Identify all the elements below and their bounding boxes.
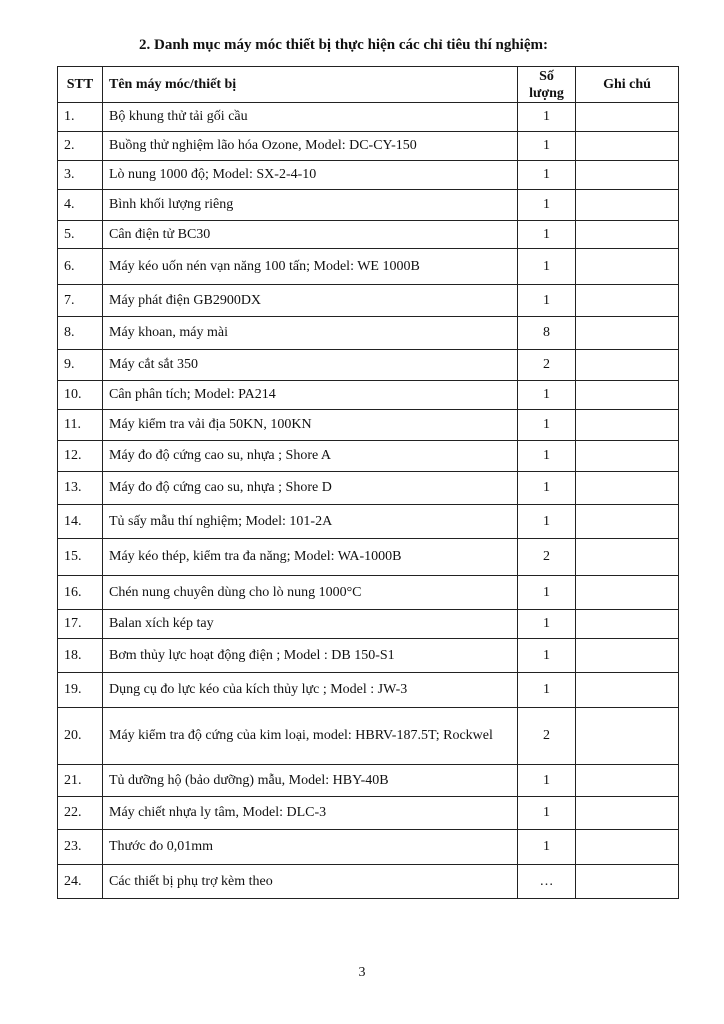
row-stt: 3. (58, 161, 103, 190)
row-note (576, 132, 679, 161)
row-note (576, 673, 679, 708)
row-note (576, 865, 679, 899)
row-name: Balan xích kép tay (103, 610, 518, 639)
row-note (576, 221, 679, 249)
row-name: Buồng thử nghiệm lão hóa Ozone, Model: DC-CY-150 (103, 132, 518, 161)
row-stt: 15. (58, 539, 103, 576)
row-note (576, 639, 679, 673)
table-row (58, 221, 679, 249)
row-name: Cân điện tử BC30 (103, 221, 518, 249)
row-quantity: 1 (518, 472, 576, 505)
row-quantity: 8 (518, 317, 576, 350)
row-quantity: 2 (518, 708, 576, 765)
table-row (58, 249, 679, 285)
row-name: Máy cắt sắt 350 (103, 350, 518, 381)
row-stt: 14. (58, 505, 103, 539)
table-row (58, 103, 679, 132)
row-quantity: 1 (518, 610, 576, 639)
row-name: Dụng cụ đo lực kéo của kích thủy lực ; Model : JW-3 (103, 673, 518, 708)
row-quantity: 2 (518, 539, 576, 576)
row-name: Máy khoan, máy mài (103, 317, 518, 350)
header-quantity-line2: lượng (529, 85, 564, 101)
row-name: Tủ dưỡng hộ (bảo dưỡng) mẫu, Model: HBY-40B (103, 765, 518, 797)
row-name: Bơm thủy lực hoạt động điện ; Model : DB 150-S1 (103, 639, 518, 673)
row-note (576, 610, 679, 639)
row-note (576, 410, 679, 441)
row-name: Máy kéo uốn nén vạn năng 100 tấn; Model: WE 1000B (103, 249, 518, 285)
row-stt: 22. (58, 797, 103, 830)
row-note (576, 505, 679, 539)
table-row (58, 673, 679, 708)
row-name: Tủ sấy mẫu thí nghiệm; Model: 101-2A (103, 505, 518, 539)
row-name: Máy kéo thép, kiểm tra đa năng; Model: WA-1000B (103, 539, 518, 576)
row-note (576, 161, 679, 190)
header-quantity-line1: Số (539, 68, 554, 84)
row-name: Máy chiết nhựa ly tâm, Model: DLC-3 (103, 797, 518, 830)
row-stt: 16. (58, 576, 103, 610)
row-name: Cân phân tích; Model: PA214 (103, 381, 518, 410)
row-quantity: 1 (518, 410, 576, 441)
row-stt: 11. (58, 410, 103, 441)
table-row (58, 639, 679, 673)
header-note: Ghi chú (576, 67, 679, 103)
row-quantity: 1 (518, 830, 576, 865)
row-stt: 17. (58, 610, 103, 639)
table-row (58, 610, 679, 639)
row-quantity: 1 (518, 285, 576, 317)
row-quantity: 1 (518, 190, 576, 221)
row-quantity: 1 (518, 765, 576, 797)
row-note (576, 317, 679, 350)
row-stt: 12. (58, 441, 103, 472)
row-name: Các thiết bị phụ trợ kèm theo (103, 865, 518, 899)
header-quantity (518, 67, 576, 103)
row-stt: 4. (58, 190, 103, 221)
table-row (58, 505, 679, 539)
row-quantity: 1 (518, 576, 576, 610)
row-note (576, 381, 679, 410)
table-row (58, 317, 679, 350)
row-stt: 24. (58, 865, 103, 899)
row-stt: 8. (58, 317, 103, 350)
row-stt: 19. (58, 673, 103, 708)
row-note (576, 350, 679, 381)
row-quantity: 1 (518, 441, 576, 472)
page-number: 3 (358, 965, 366, 980)
row-quantity: 1 (518, 639, 576, 673)
row-note (576, 576, 679, 610)
row-note (576, 830, 679, 865)
table-row (58, 830, 679, 865)
equipment-table (57, 66, 679, 899)
row-note (576, 441, 679, 472)
table-row (58, 132, 679, 161)
row-note (576, 539, 679, 576)
row-stt: 10. (58, 381, 103, 410)
row-stt: 9. (58, 350, 103, 381)
row-name: Máy đo độ cứng cao su, nhựa ; Shore D (103, 472, 518, 505)
row-quantity: 1 (518, 132, 576, 161)
row-stt: 18. (58, 639, 103, 673)
row-name: Bình khối lượng riêng (103, 190, 518, 221)
row-name: Thước đo 0,01mm (103, 830, 518, 865)
row-name: Máy phát điện GB2900DX (103, 285, 518, 317)
row-stt: 1. (58, 103, 103, 132)
row-note (576, 708, 679, 765)
row-note (576, 472, 679, 505)
row-note (576, 765, 679, 797)
row-quantity: 1 (518, 797, 576, 830)
row-note (576, 103, 679, 132)
row-quantity: 1 (518, 381, 576, 410)
table-row (58, 765, 679, 797)
header-name: Tên máy móc/thiết bị (103, 67, 518, 103)
row-quantity: 1 (518, 673, 576, 708)
table-row (58, 797, 679, 830)
row-quantity: 1 (518, 161, 576, 190)
row-name: Bộ khung thử tải gối cầu (103, 103, 518, 132)
table-row (58, 472, 679, 505)
row-stt: 20. (58, 708, 103, 765)
table-row (58, 285, 679, 317)
section-heading: 2. Danh mục máy móc thiết bị thực hiện các chỉ tiêu thí nghiệm: (139, 37, 548, 53)
row-note (576, 249, 679, 285)
row-quantity: 1 (518, 249, 576, 285)
table-row (58, 441, 679, 472)
table-row (58, 410, 679, 441)
table-row (58, 161, 679, 190)
row-quantity: … (518, 865, 576, 899)
row-stt: 21. (58, 765, 103, 797)
row-quantity: 2 (518, 350, 576, 381)
row-note (576, 285, 679, 317)
row-name: Máy kiểm tra độ cứng của kim loại, model: HBRV-187.5T; Rockwel (103, 708, 518, 765)
row-stt: 7. (58, 285, 103, 317)
row-name: Máy đo độ cứng cao su, nhựa ; Shore A (103, 441, 518, 472)
table-row (58, 576, 679, 610)
row-quantity: 1 (518, 103, 576, 132)
row-name: Lò nung 1000 độ; Model: SX-2-4-10 (103, 161, 518, 190)
row-stt: 6. (58, 249, 103, 285)
header-stt: STT (58, 67, 103, 103)
row-stt: 13. (58, 472, 103, 505)
table-row (58, 539, 679, 576)
table-header-row (58, 67, 679, 103)
row-quantity: 1 (518, 505, 576, 539)
table-row (58, 708, 679, 765)
row-note (576, 190, 679, 221)
table-row (58, 190, 679, 221)
row-quantity: 1 (518, 221, 576, 249)
row-stt: 2. (58, 132, 103, 161)
table-row (58, 865, 679, 899)
row-name: Máy kiểm tra vải địa 50KN, 100KN (103, 410, 518, 441)
row-stt: 5. (58, 221, 103, 249)
row-name: Chén nung chuyên dùng cho lò nung 1000°C (103, 576, 518, 610)
table-row (58, 350, 679, 381)
table-row (58, 381, 679, 410)
row-stt: 23. (58, 830, 103, 865)
row-note (576, 797, 679, 830)
